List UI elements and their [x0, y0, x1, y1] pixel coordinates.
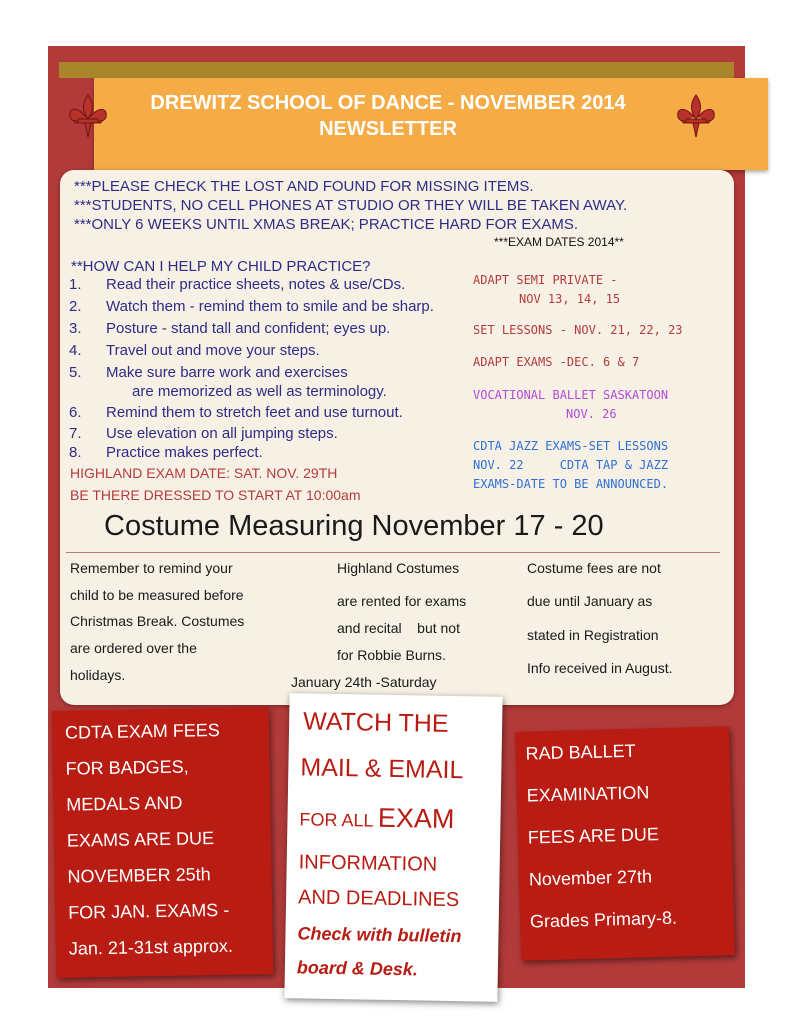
- title-line-2: NEWSLETTER: [319, 118, 457, 140]
- adapt-semi-private: ADAPT SEMI PRIVATE - NOV 13, 14, 15: [473, 273, 621, 306]
- adapt-exams-dates: ADAPT EXAMS -DEC. 6 & 7: [473, 355, 640, 369]
- gold-accent-bar: [59, 62, 734, 78]
- costume-measuring-heading: Costume Measuring November 17 - 20: [104, 510, 604, 542]
- robbie-burns-date: January 24th -Saturday: [291, 674, 437, 690]
- rad-ballet-fees-card: RAD BALLET EXAMINATION FEES ARE DUE November 27th Grades Primary-8.: [515, 726, 735, 961]
- notice-cell-phones: ***STUDENTS, NO CELL PHONES AT STUDIO OR THEY WILL BE TAKEN AWAY.: [74, 197, 628, 214]
- exam-dates-heading: ***EXAM DATES 2014**: [494, 235, 624, 249]
- cdta-jazz-dates: CDTA JAZZ EXAMS-SET LESSONS NOV. 22 CDTA TAP & JAZZ EXAMS-DATE TO BE ANNOUNCED.: [473, 439, 669, 491]
- divider: [66, 552, 720, 553]
- title-line-1: DREWITZ SCHOOL OF DANCE - NOVEMBER 2014: [150, 92, 626, 114]
- set-lessons-dates: SET LESSONS - NOV. 21, 22, 23: [473, 323, 683, 337]
- highland-start-time: BE THERE DRESSED TO START AT 10:00am: [70, 487, 361, 503]
- help-practice-heading: **HOW CAN I HELP MY CHILD PRACTICE?: [71, 258, 371, 275]
- notice-lost-found: ***PLEASE CHECK THE LOST AND FOUND FOR MISSING ITEMS.: [74, 178, 534, 195]
- newsletter-title: [94, 90, 682, 142]
- vocational-ballet-dates: VOCATIONAL BALLET SASKATOON NOV. 26: [473, 388, 669, 421]
- watch-mail-note: WATCH THE MAIL & EMAIL FOR ALL EXAM INFORMATION AND DEADLINES Check with bulletin board & Desk.: [284, 693, 502, 1002]
- cdta-exam-fees-card: CDTA EXAM FEES FOR BADGES, MEDALS AND EXAMS ARE DUE NOVEMBER 25th FOR JAN. EXAMS - Jan. 21-31st approx.: [52, 707, 274, 978]
- highland-exam-date: HIGHLAND EXAM DATE: SAT. NOV. 29TH: [70, 465, 338, 481]
- notice-xmas-break: ***ONLY 6 WEEKS UNTIL XMAS BREAK; PRACTICE HARD FOR EXAMS.: [74, 216, 579, 233]
